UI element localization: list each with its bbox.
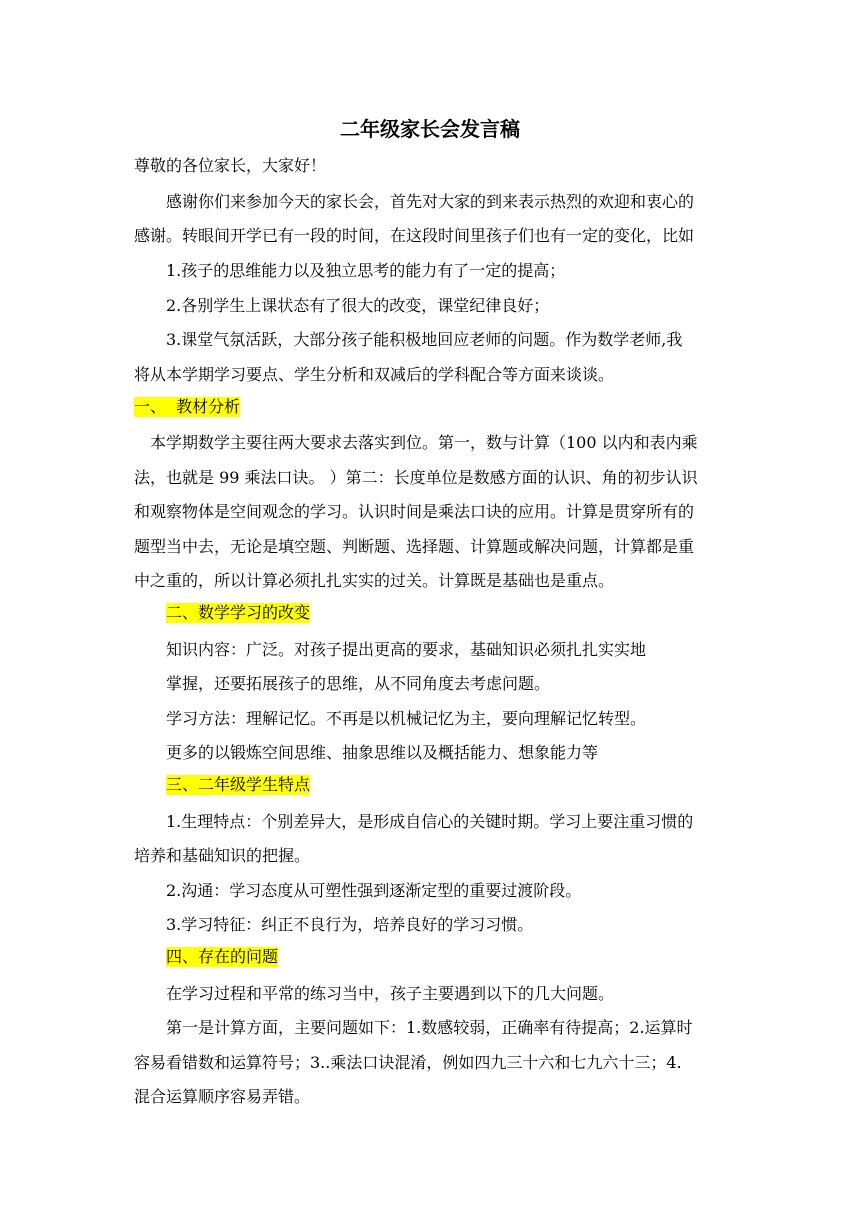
section-paragraph-line: 在学习过程和平常的练习当中，孩子主要遇到以下的几大问题。 — [166, 984, 615, 1003]
section-paragraph-line: 混合运算顺序容易弄错。 — [134, 1087, 311, 1106]
section-paragraph-line: 本学期数学主要往两大要求去落实到位。第一，数与计算（100 以内和表内乘 — [150, 433, 698, 452]
greeting: 尊敬的各位家长，大家好！ — [134, 156, 327, 175]
section-paragraph-line: 培养和基础知识的把握。 — [134, 846, 311, 865]
section-heading-problems: 四、存在的问题 — [166, 947, 279, 966]
intro-point: 2.各别学生上课状态有了很大的改变，课堂纪律良好； — [166, 296, 550, 315]
section-paragraph-line: 和观察物体是空间观念的学习。认识时间是乘法口诀的应用。计算是贯穿所有的 — [134, 502, 695, 521]
intro-line: 感谢你们来参加今天的家长会，首先对大家的到来表示热烈的欢迎和衷心的 — [166, 192, 695, 211]
section-paragraph-line: 第一是计算方面，主要问题如下：1.数感较弱，正确率有待提高；2.运算时 — [166, 1018, 693, 1037]
section-paragraph-line: 容易看错数和运算符号；3..乘法口诀混淆，例如四九三十六和七九六十三；4. — [134, 1053, 682, 1072]
section-heading-student-traits: 三、二年级学生特点 — [166, 775, 311, 794]
section-heading-materials: 一、 教材分析 — [134, 397, 241, 416]
section-paragraph-line: 2.沟通：学习态度从可塑性强到逐渐定型的重要过渡阶段。 — [166, 881, 582, 900]
intro-point: 1.孩子的思维能力以及独立思考的能力有了一定的提高； — [166, 261, 566, 280]
section-paragraph-line: 中之重的，所以计算必须扎扎实实的过关。计算既是基础也是重点。 — [134, 571, 615, 590]
intro-point: 将从本学期学习要点、学生分析和双减后的学科配合等方面来谈谈。 — [134, 365, 615, 384]
intro-point: 3.课堂气氛活跃，大部分孩子能积极地回应老师的问题。作为数学老师,我 — [166, 330, 683, 349]
section-paragraph-line: 学习方法：理解记忆。不再是以机械记忆为主，要向理解记忆转型。 — [166, 709, 647, 728]
intro-line: 感谢。转眼间开学已有一段的时间，在这段时间里孩子们也有一定的变化，比如 — [134, 226, 695, 245]
section-heading-learning-change: 二、数学学习的改变 — [166, 603, 311, 622]
page-title: 二年级家长会发言稿 — [340, 117, 520, 141]
section-paragraph-line: 1.生理特点：个别差异大，是形成自信心的关键时期。学习上要注重习惯的 — [166, 812, 694, 831]
section-paragraph-line: 知识内容：广泛。对孩子提出更高的要求，基础知识必须扎扎实实地 — [166, 640, 647, 659]
section-paragraph-line: 更多的以锻炼空间思维、抽象思维以及概括能力、想象能力等 — [166, 743, 599, 762]
section-paragraph-line: 题型当中去，无论是填空题、判断题、选择题、计算题或解决问题，计算都是重 — [134, 537, 695, 556]
section-paragraph-line: 掌握，还要拓展孩子的思维，从不同角度去考虑问题。 — [166, 674, 551, 693]
section-paragraph-line: 3.学习特征：纠正不良行为，培养良好的学习习惯。 — [166, 915, 534, 934]
section-paragraph-line: 法，也就是 99 乘法口诀。 ）第二：长度单位是数感方面的认识、角的初步认识 — [134, 468, 698, 487]
